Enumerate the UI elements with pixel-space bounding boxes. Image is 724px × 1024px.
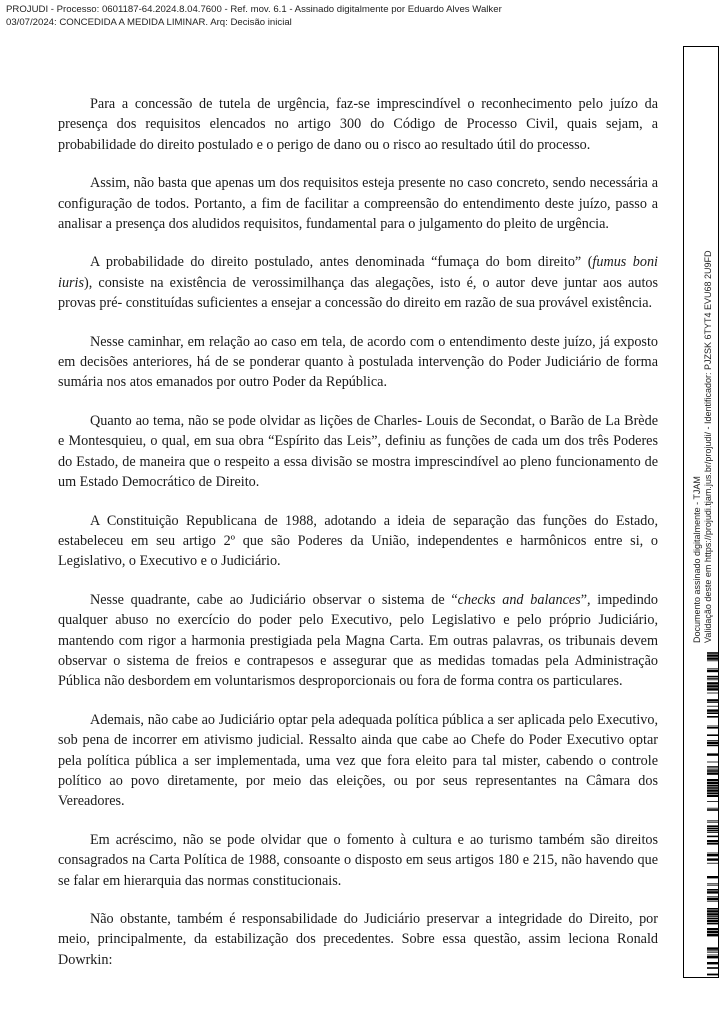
paragraph — [58, 411, 658, 493]
decision-body — [58, 94, 658, 988]
validation-identifier: Validação deste em https://projudi.tjam.jus.br/projudi/ - Identificador: PJZSK 6TYT4 EVU68 2U9FD — [703, 250, 713, 643]
document-header — [6, 3, 502, 29]
paragraph-text: ), consiste na existência de verossimilhança das alegações, isto é, o autor deve juntar aos autos provas pré- constituídas suficientes a ensejar a concessão do direito em razão de sua provável existência. — [58, 274, 658, 312]
paragraph-text: Em acréscimo, não se pode olvidar que o fomento à cultura e ao turismo também são direitos consagrados na Carta Política de 1988, consoante o disposto em seus artigos 180 e 215, não havendo que se falar em hierarquia das normas constitucionais. — [58, 831, 658, 889]
paragraph — [58, 830, 658, 891]
paragraph-text: Nesse caminhar, em relação ao caso em tela, de acordo com o entendimento deste juízo, já exposto em decisões anteriores, há de se ponderar quanto à postulada intervenção do Poder Judiciário de forma sumária nos atos emanados por outro Poder da República. — [58, 333, 658, 391]
paragraph-text: ”, impedindo qualquer abuso no exercício do poder pelo Executivo, pelo Legislativo e pelo próprio Judiciário, mantendo com rigor a harmonia prestigiada pela Magna Carta. Em outras palavras, os tribunais devem observar o sistema de freios e contrapesos e assegurar que as medidas tomadas pela Administração Pública não desbordem em voluntarismos desproporcionais ou fora de forma contra os particulares. — [58, 591, 658, 690]
paragraph-text: A probabilidade do direito postulado, antes denominada “fumaça do bom direito” ( — [90, 254, 593, 271]
paragraph — [58, 94, 658, 155]
paragraph-text: Assim, não basta que apenas um dos requisitos esteja presente no caso concreto, sendo necessária a configuração de todos. Portanto, a fim de facilitar a compreensão do entendimento deste juízo, passo a analisar a presença dos aludidos requisitos, fundamental para o julgamento do pleito de urgência. — [58, 175, 658, 233]
italic-term: fumus boni iuris — [58, 254, 658, 291]
paragraph-text: Quanto ao tema, não se pode olvidar as lições de Charles- Louis de Secondat, o Barão de La Brède e Montesquieu, o qual, em sua obra “Espírito das Leis”, definiu as funções de cada um dos três Poderes do Estado, de maneira que o respeito a essa divisão se mostra imprescindível ao pleno funcionamento de um Estado Democrático de Direito. — [58, 412, 658, 491]
paragraph — [58, 909, 658, 970]
paragraph-text: Para a concessão de tutela de urgência, faz-se imprescindível o reconhecimento pelo juízo da presença dos requisitos elencados no artigo 300 do Código de Processo Civil, quais sejam, a probabilidade do direito postulado e o perigo de dano ou o risco ao resultado útil do processo. — [58, 96, 658, 153]
paragraph-text: A Constituição Republicana de 1988, adotando a ideia de separação das funções do Estado, estabeleceu em seu artigo 2º que são Poderes da União, independentes e harmônicos entre si, o Legislativo, o Executivo e o Judiciário. — [58, 512, 658, 570]
paragraph-text: Ademais, não cabe ao Judiciário optar pela adequada política pública a ser aplicada pelo Executivo, sob pena de incorrer em ativismo judicial. Ressalto ainda que cabe ao Chefe do Poder Executivo optar pela política pública a ser implementada, uma vez que fora eleito para tal mister, cabendo o controle político ao povo diretamente, por meio das eleições, ou por seus representantes na Câmara dos Vereadores. — [58, 711, 658, 810]
paragraph — [58, 252, 658, 313]
italic-term: checks and balances — [457, 591, 581, 608]
header-process-line: PROJUDI - Processo: 0601187-64.2024.8.04.7600 - Ref. mov. 6.1 - Assinado digitalmente por Eduardo Alves Walker — [6, 4, 502, 15]
barcode-image — [707, 650, 719, 976]
paragraph-text: Não obstante, também é responsabilidade do Judiciário preservar a integridade do Direito, por meio, principalmente, da estabilização dos precedentes. Sobre essa questão, assim leciona Ronald Dowrkin: — [58, 911, 658, 968]
paragraph — [58, 710, 658, 812]
paragraph — [58, 332, 658, 393]
paragraph — [58, 590, 658, 692]
paragraph-text: Nesse quadrante, cabe ao Judiciário observar o sistema de “ — [90, 591, 458, 608]
paragraph — [58, 173, 658, 234]
paragraph — [58, 511, 658, 572]
header-decision-line: 03/07/2024: CONCEDIDA A MEDIDA LIMINAR. Arq: Decisão inicial — [6, 17, 292, 28]
signature-notice: Documento assinado digitalmente - TJAM — [692, 476, 702, 643]
